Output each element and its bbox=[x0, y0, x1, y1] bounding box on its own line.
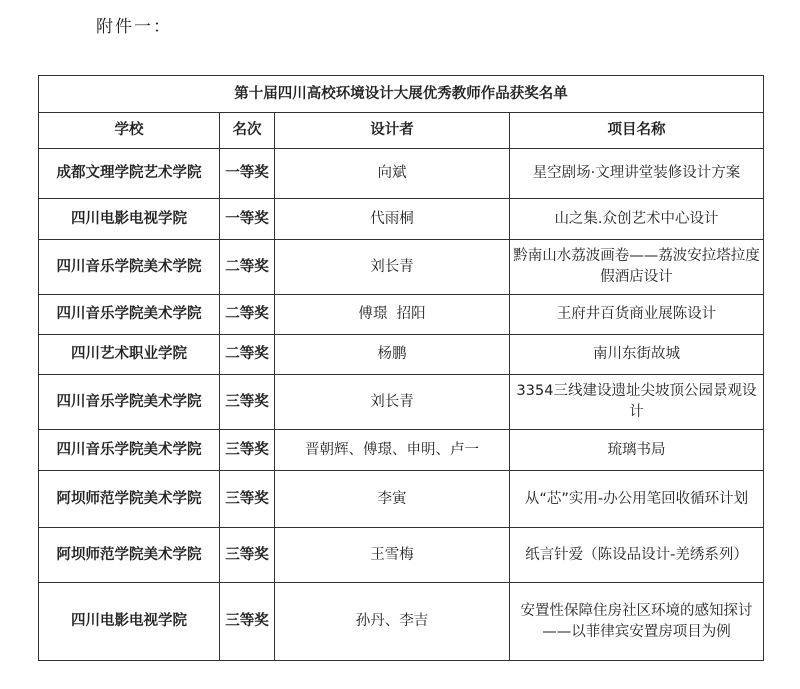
rank-cell: 二等奖 bbox=[220, 295, 275, 335]
school-cell: 阿坝师范学院美术学院 bbox=[39, 471, 220, 528]
rank-cell: 三等奖 bbox=[220, 583, 275, 661]
designer-cell: 向斌 bbox=[275, 149, 510, 199]
table-row bbox=[39, 149, 764, 199]
school-cell: 成都文理学院艺术学院 bbox=[39, 149, 220, 199]
table-row bbox=[39, 295, 764, 335]
designer-cell: 代雨桐 bbox=[275, 199, 510, 240]
attachment-label: 附件一： bbox=[96, 17, 172, 37]
header-rank: 名次 bbox=[220, 113, 275, 149]
header-project: 项目名称 bbox=[510, 113, 764, 149]
school-cell: 四川音乐学院美术学院 bbox=[39, 295, 220, 335]
table-row bbox=[39, 240, 764, 295]
school-cell: 四川电影电视学院 bbox=[39, 583, 220, 661]
rank-cell: 三等奖 bbox=[220, 528, 275, 583]
designer-cell: 刘长青 bbox=[275, 375, 510, 430]
school-cell: 四川艺术职业学院 bbox=[39, 335, 220, 375]
project-cell: 从“芯”实用-办公用笔回收循环计划 bbox=[510, 471, 764, 528]
rank-cell: 二等奖 bbox=[220, 240, 275, 295]
table-row bbox=[39, 471, 764, 528]
table-row bbox=[39, 375, 764, 430]
project-cell: 黔南山水荔波画卷——荔波安拉塔拉度假酒店设计 bbox=[510, 240, 764, 295]
project-cell: 山之集.众创艺术中心设计 bbox=[510, 199, 764, 240]
header-designer: 设计者 bbox=[275, 113, 510, 149]
project-cell: 3354三线建设遗址尖坡顶公园景观设计 bbox=[510, 375, 764, 430]
project-cell: 王府井百货商业展陈设计 bbox=[510, 295, 764, 335]
table-row bbox=[39, 199, 764, 240]
school-cell: 四川音乐学院美术学院 bbox=[39, 375, 220, 430]
rank-cell: 一等奖 bbox=[220, 199, 275, 240]
designer-cell: 傅璟 招阳 bbox=[275, 295, 510, 335]
designer-cell: 李寅 bbox=[275, 471, 510, 528]
header-school: 学校 bbox=[39, 113, 220, 149]
table-row bbox=[39, 583, 764, 661]
rank-cell: 二等奖 bbox=[220, 335, 275, 375]
table-row bbox=[39, 528, 764, 583]
rank-cell: 一等奖 bbox=[220, 149, 275, 199]
table-row bbox=[39, 430, 764, 471]
school-cell: 四川音乐学院美术学院 bbox=[39, 430, 220, 471]
awards-table bbox=[38, 75, 764, 661]
table-title: 第十届四川高校环境设计大展优秀教师作品获奖名单 bbox=[39, 76, 764, 113]
header-row bbox=[39, 113, 764, 149]
project-cell: 安置性保障住房社区环境的感知探讨——以菲律宾安置房项目为例 bbox=[510, 583, 764, 661]
title-row bbox=[39, 76, 764, 113]
school-cell: 四川音乐学院美术学院 bbox=[39, 240, 220, 295]
project-cell: 星空剧场·文理讲堂装修设计方案 bbox=[510, 149, 764, 199]
table-row bbox=[39, 335, 764, 375]
rank-cell: 三等奖 bbox=[220, 430, 275, 471]
school-cell: 四川电影电视学院 bbox=[39, 199, 220, 240]
designer-cell: 晋朝辉、傅璟、申明、卢一 bbox=[275, 430, 510, 471]
project-cell: 琉璃书局 bbox=[510, 430, 764, 471]
project-cell: 南川东街故城 bbox=[510, 335, 764, 375]
designer-cell: 王雪梅 bbox=[275, 528, 510, 583]
project-cell: 纸言针爱（陈设品设计-羌绣系列） bbox=[510, 528, 764, 583]
designer-cell: 杨鹏 bbox=[275, 335, 510, 375]
designer-cell: 孙丹、李吉 bbox=[275, 583, 510, 661]
school-cell: 阿坝师范学院美术学院 bbox=[39, 528, 220, 583]
designer-cell: 刘长青 bbox=[275, 240, 510, 295]
rank-cell: 三等奖 bbox=[220, 375, 275, 430]
rank-cell: 三等奖 bbox=[220, 471, 275, 528]
